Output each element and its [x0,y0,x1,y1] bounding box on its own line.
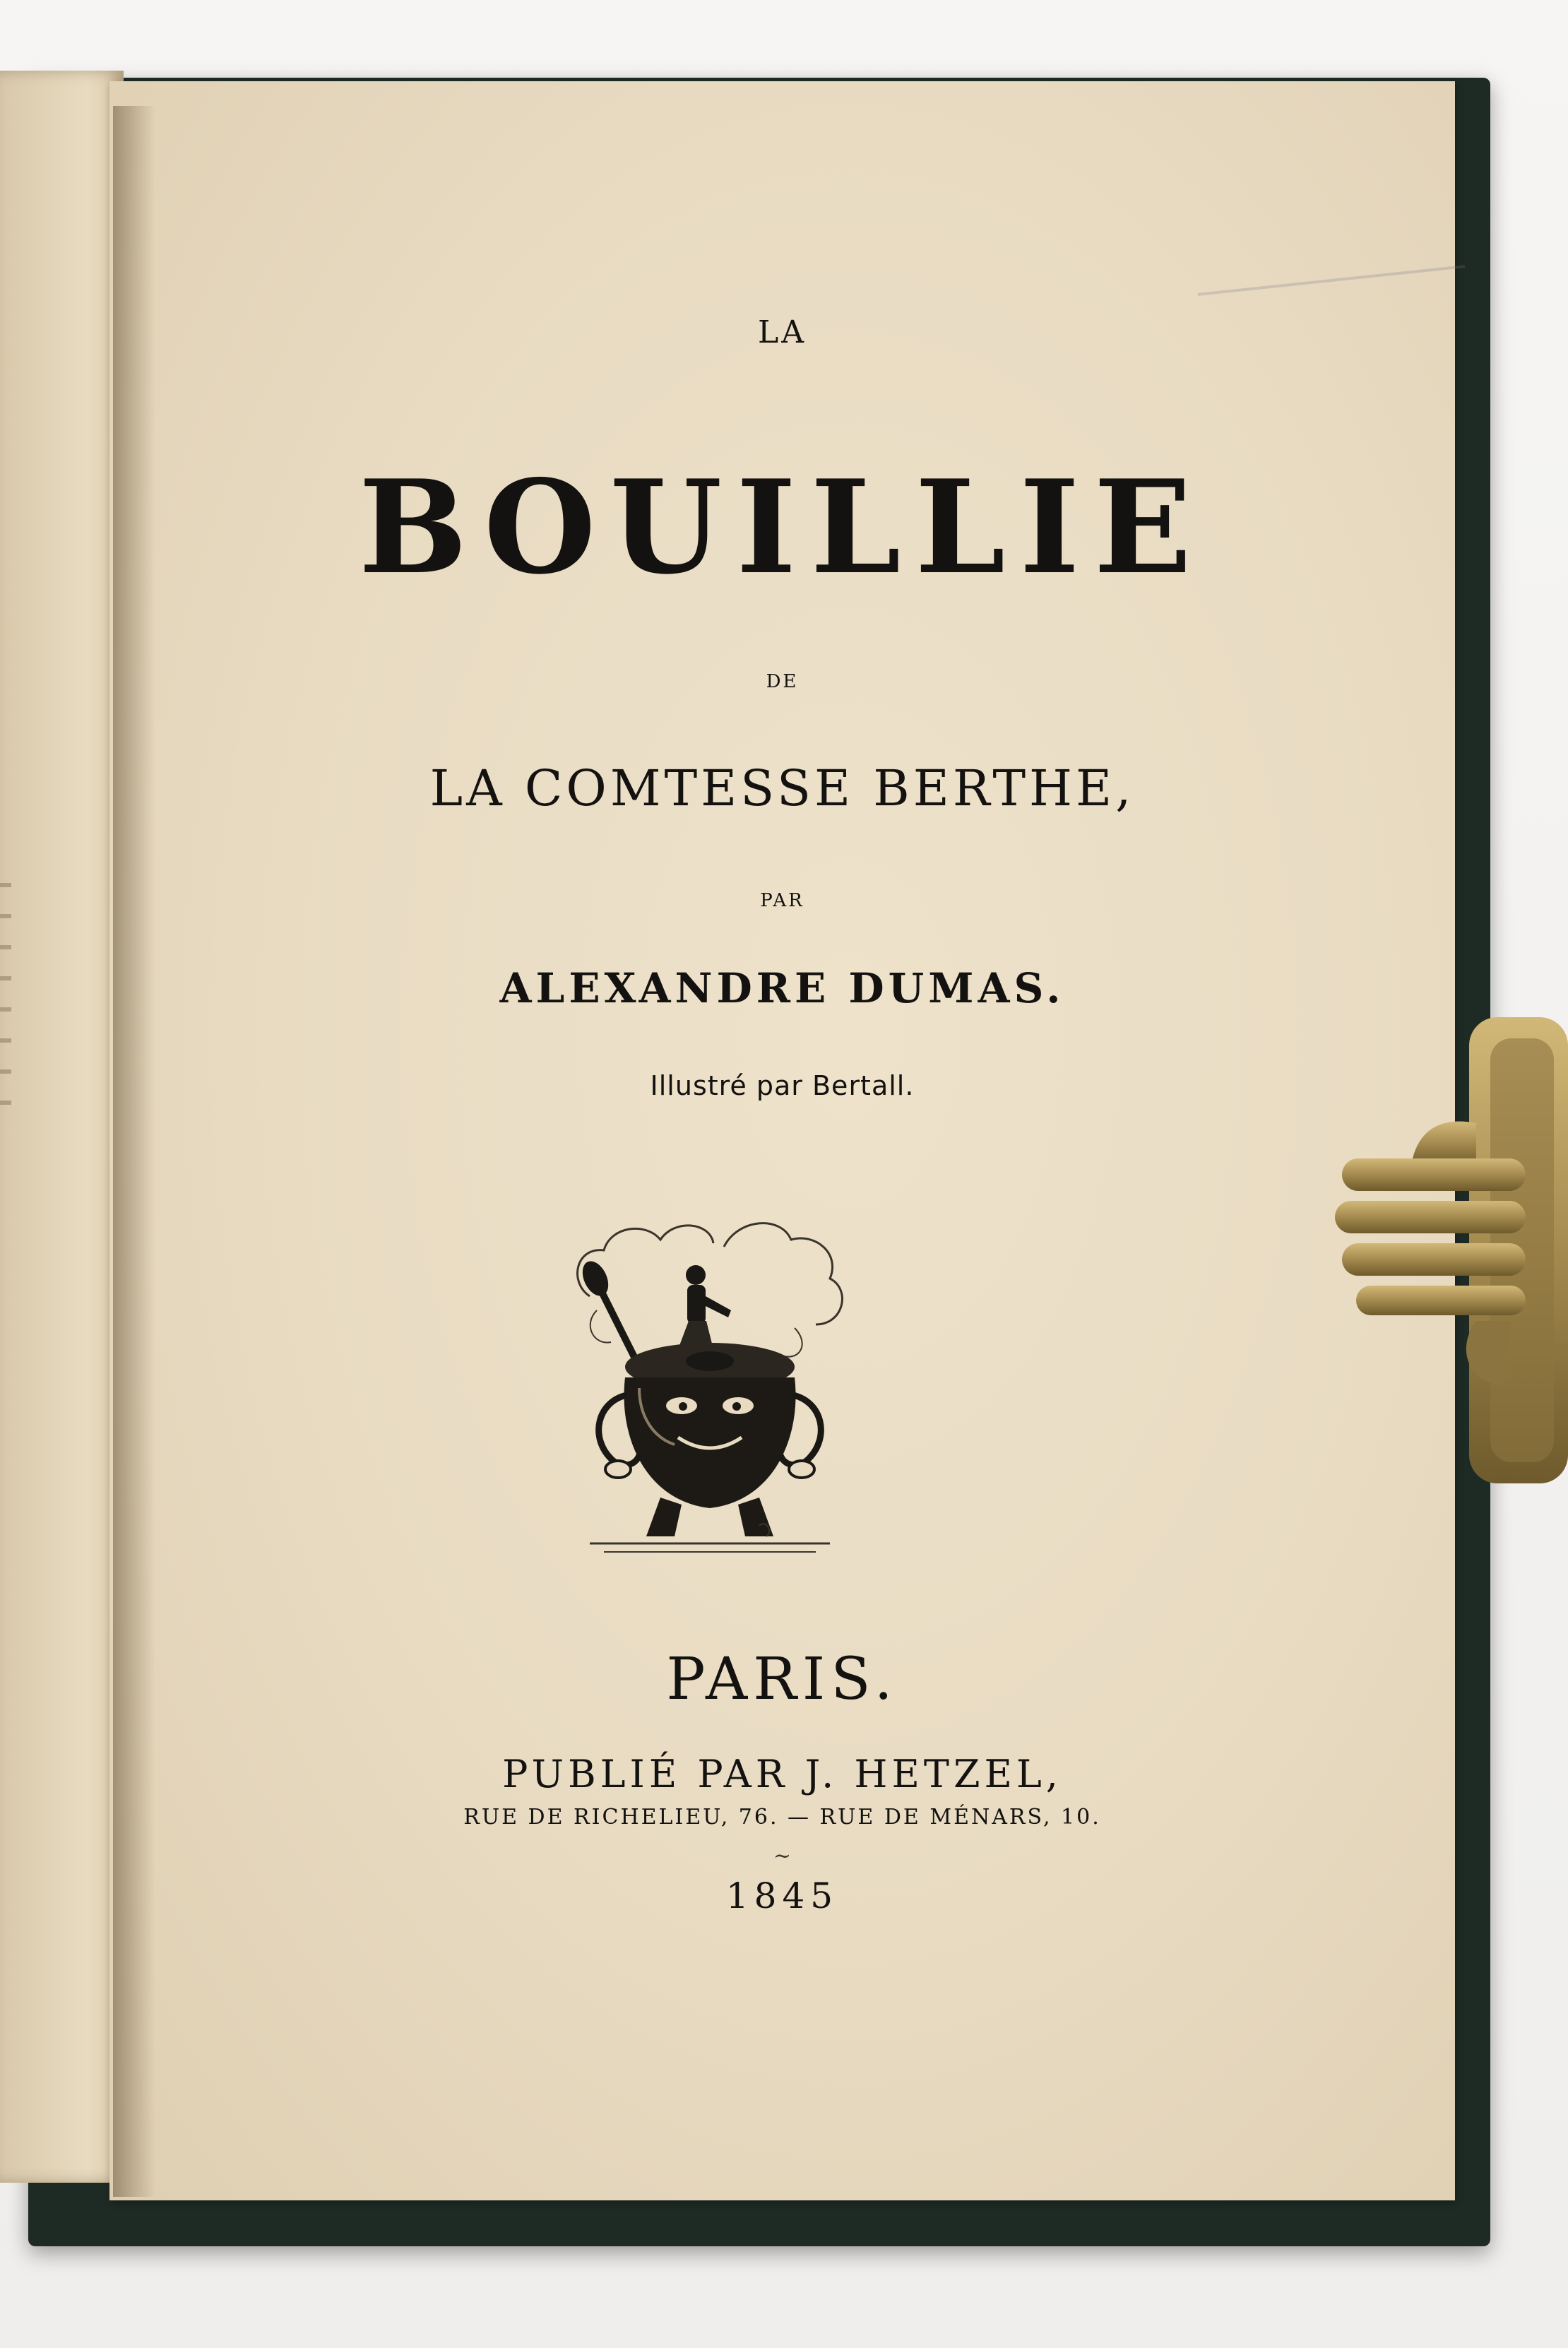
left-page [0,71,124,2183]
pencil-mark [1198,265,1465,296]
title-page [109,81,1455,2200]
left-page-print-marks [0,883,11,1109]
by-line: PAR [760,890,804,911]
book-title: BOUILLIE [358,451,1206,603]
brass-hand-clasp-icon [1328,1017,1568,1483]
ornament-swash: ~ [773,1844,792,1868]
author-name: ALEXANDRE DUMAS. [499,964,1065,1012]
page-gutter-shadow [113,106,155,2197]
publisher-address: RUE DE RICHELIEU, 76. — RUE DE MÉNARS, 10. [463,1805,1101,1830]
title-article: LA [758,314,807,350]
illustrator-line: Illustré par Bertall. [650,1070,915,1101]
publication-city: PARIS. [666,1646,898,1713]
title-preposition: DE [766,671,799,692]
book-subtitle: LA COMTESSE BERTHE, [429,759,1135,817]
cauldron-illustration-icon [562,1204,858,1565]
publication-year: 1845 [725,1875,839,1916]
publisher-line: PUBLIÉ PAR J. HETZEL, [502,1752,1062,1796]
